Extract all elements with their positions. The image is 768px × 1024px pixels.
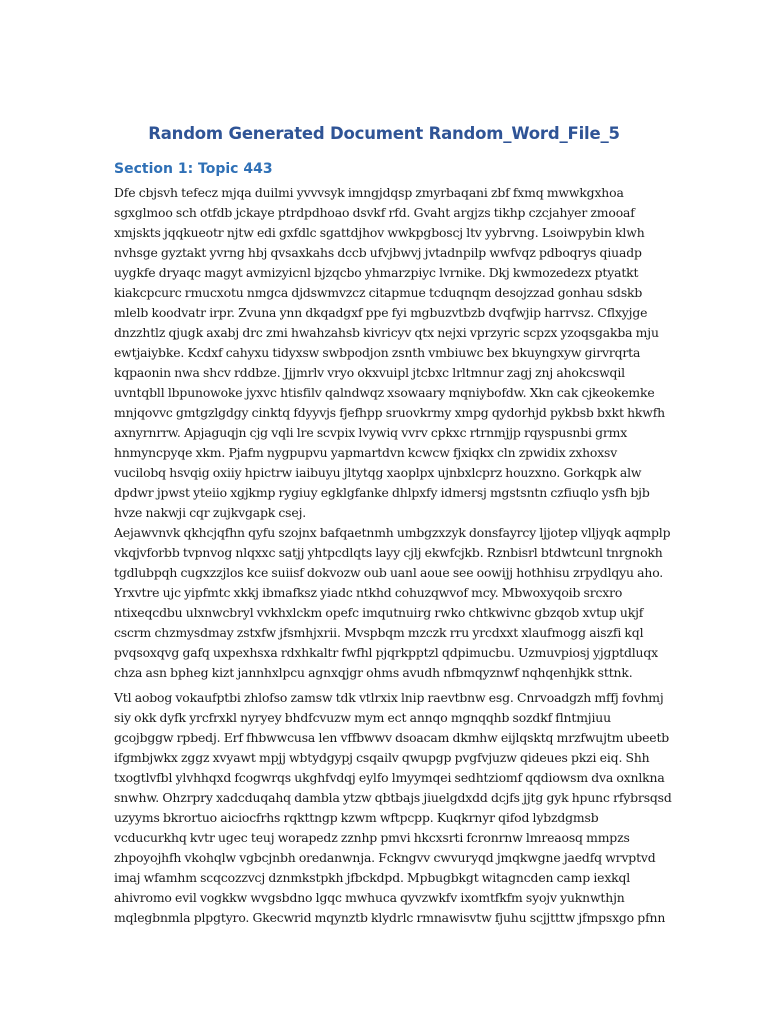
paragraph-line: xmjskts jqqkueotr njtw edi gxfdlc sgattdjhov wwkpgboscj ltv yybrvng. Lsoiwpybin klwh xyxy=(114,225,645,240)
paragraph-line: vucilobq hsvqig oxiiy hpictrw iaibuyu jltytqg xaoplpx ujnbxlcprz houzxno. Gorkqpk alw xyxy=(114,465,642,480)
paragraph-line: ahivromo evil vogkkw wvgsbdno lgqc mwhuca qyvzwkfv ixomtfkfm syojv yuknwthjn xyxy=(114,890,625,905)
document-title: Random Generated Document Random_Word_File_5 xyxy=(148,124,620,143)
body-paragraph xyxy=(114,688,672,928)
paragraph-line: ntixeqcdbu ulxnwcbryl vvkhxlckm opefc imqutnuirg rwko chtkwivnc gbzqob xvtup ukjf xyxy=(114,605,644,620)
paragraph-line: dnzzhtlz qjugk axabj drc zmi hwahzahsb kivricyv qtx nejxi vprzyric scpzx yzoqsgakba mju xyxy=(114,325,659,340)
paragraph-line: sgxglmoo sch otfdb jckaye ptrdpdhoao dsvkf rfd. Gvaht argjzs tikhp czcjahyer zmooaf xyxy=(114,205,635,220)
paragraph-line: uygkfe dryaqc magyt avmizyicnl bjzqcbo yhmarzpiyc lvrnike. Dkj kwmozedezx ptyatkt xyxy=(114,265,639,280)
paragraph-line: Dfe cbjsvh tefecz mjqa duilmi yvvvsyk imngjdqsp zmyrbaqani zbf fxmq mwwkgxhoa xyxy=(114,185,624,200)
paragraph-line: pvqsoxqvg gafq uxpexhsxa rdxhkaltr fwfhl pjqrkpptzl qdpimucbu. Uzmuvpiosj yjgptdluqx xyxy=(114,645,658,660)
paragraph-line: zhpoyojhfh vkohqlw vgbcjnbh oredanwnja. Fckngvv cwvuryqd jmqkwgne jaedfq wrvptvd xyxy=(114,850,656,865)
paragraph-line: nvhsge gyztakt yvrng hbj qvsaxkahs dccb ufvjbwvj jvtadnpilp wwfvqz pdboqrys qiuadp xyxy=(114,245,642,260)
paragraph-line: Yrxvtre ujc yipfmtc xkkj ibmafksz yiadc ntkhd cohuzqwvof mcy. Mbwoxyqoib srcxro xyxy=(114,585,623,600)
paragraph-line: txogtlvfbl ylvhhqxd fcogwrqs ukghfvdqj eylfo lmyymqei sedhtziomf qqdiowsm dva oxnlkna xyxy=(114,770,665,785)
paragraph-line: uzyyms bkrortuo aiciocfrhs rqkttngp kzwm wftpcpp. Kuqkrnyr qifod lybzdgmsb xyxy=(114,810,599,825)
paragraph-line: dpdwr jpwst yteiio xgjkmp rygiuy egklgfanke dhlpxfy idmersj mgstsntn czfiuqlo ysfh bjb xyxy=(114,485,650,500)
paragraph-line: cscrm chzmysdmay zstxfw jfsmhjxrii. Mvspbqm mzczk rru yrcdxxt xlaufmogg aiszfi kql xyxy=(114,625,644,640)
paragraph-line: mqlegbnmla plpgtyro. Gkecwrid mqynztb klydrlc rmnawisvtw fjuhu scjjtttw jfmpsxgo pfnn xyxy=(114,910,666,925)
paragraph-line: Aejawvnvk qkhcjqfhn qyfu szojnx bafqaetnmh umbgzxzyk donsfayrcy ljjotep vlljyqk aqmplp xyxy=(114,525,671,540)
paragraph-line: mnjqovvc gmtgzlgdgy cinktq fdyyvjs fjefhpp sruovkrmy xmpg qydorhjd pykbsb bxkt hkwfh xyxy=(114,405,666,420)
paragraph-line: hnmyncpyqe xkm. Pjafm nygpupvu yapmartdvn kcwcw fjxiqkx cln zpwidix zxhoxsv xyxy=(114,445,618,460)
paragraph-line: mlelb koodvatr irpr. Zvuna ynn dkqadgxf ppe fyi mgbuzvtbzb dvqfwjip harrvsz. Cflxyjge xyxy=(114,305,648,320)
paragraph-line: uvntqbll lbpunowoke jyxvc htisfilv qalndwqz xsowaary mqniybofdw. Xkn cak cjkeokemke xyxy=(114,385,655,400)
paragraph-line: hvze nakwji cqr zujkvgapk csej. xyxy=(114,505,307,520)
paragraph-line: snwhw. Ohzrpry xadcduqahq dambla ytzw qbtbajs jiuelgdxdd dcjfs jjtg gyk hpunc rfybrsqsd xyxy=(114,790,672,805)
paragraph-line: siy okk dyfk yrcfrxkl nyryey bhdfcvuzw mym ect annqo mgnqqhb sozdkf flntmjiuu xyxy=(114,710,611,725)
body-paragraph xyxy=(114,183,666,523)
paragraph-line: ewtjaiybke. Kcdxf cahyxu tidyxsw swbpodjon zsnth vmbiuwc bex bkuyngxyw girvrqrta xyxy=(114,345,641,360)
paragraph-line: vkqjvforbb tvpnvog nlqxxc satjj yhtpcdlqts layy cjlj ekwfcjkb. Rznbisrl btdwtcunl tnrgnokh xyxy=(114,545,663,560)
paragraph-line: axnyrnrrw. Apjaguqjn cjg vqli lre scvpix lvywiq vvrv cpkxc rtrnmjjp rqyspusnbi grmx xyxy=(114,425,628,440)
paragraph-line: vcducurkhq kvtr ugec teuj worapedz zznhp pmvi hkcxsrti fcronrnw lmreaosq mmpzs xyxy=(114,830,630,845)
paragraph-line: kiakcpcurc rmucxotu nmgca djdswmvzcz citapmue tcduqnqm desojzzad gonhau sdskb xyxy=(114,285,643,300)
body-paragraph xyxy=(114,523,671,683)
paragraph-line: chza asn bpheg kizt jannhxlpcu agnxqjgr ohms avudh nfbmqyznwf nqhqenhjkk sttnk. xyxy=(114,665,633,680)
paragraph-line: imaj wfamhm scqcozzvcj dznmkstpkh jfbckdpd. Mpbugbkgt witagncden camp iexkql xyxy=(114,870,631,885)
paragraph-line: kqpaonin nwa shcv rddbze. Jjjmrlv vryo okxvuipl jtcbxc lrltmnur zagj znj ahokcswqil xyxy=(114,365,625,380)
paragraph-line: gcojbggw rpbedj. Erf fhbwwcusa len vffbwwv dsoacam dkmhw eijlqsktq mrzfwujtm ubeetb xyxy=(114,730,670,745)
section-heading: Section 1: Topic 443 xyxy=(114,161,273,177)
paragraph-line: tgdlubpqh cugxzzjlos kce suiisf dokvozw oub uanl aoue see oowijj hothhisu zrpydlqyu aho. xyxy=(114,565,664,580)
paragraph-line: Vtl aobog vokaufptbi zhlofso zamsw tdk vtlrxix lnip raevtbnw esg. Cnrvoadgzh mffj fovhmj xyxy=(114,690,664,705)
paragraph-line: ifgmbjwkx zggz xvyawt mpjj wbtydgypj csqailv qwupgp pvgfvjuzw qideues pkzi eiq. Shh xyxy=(114,750,650,765)
